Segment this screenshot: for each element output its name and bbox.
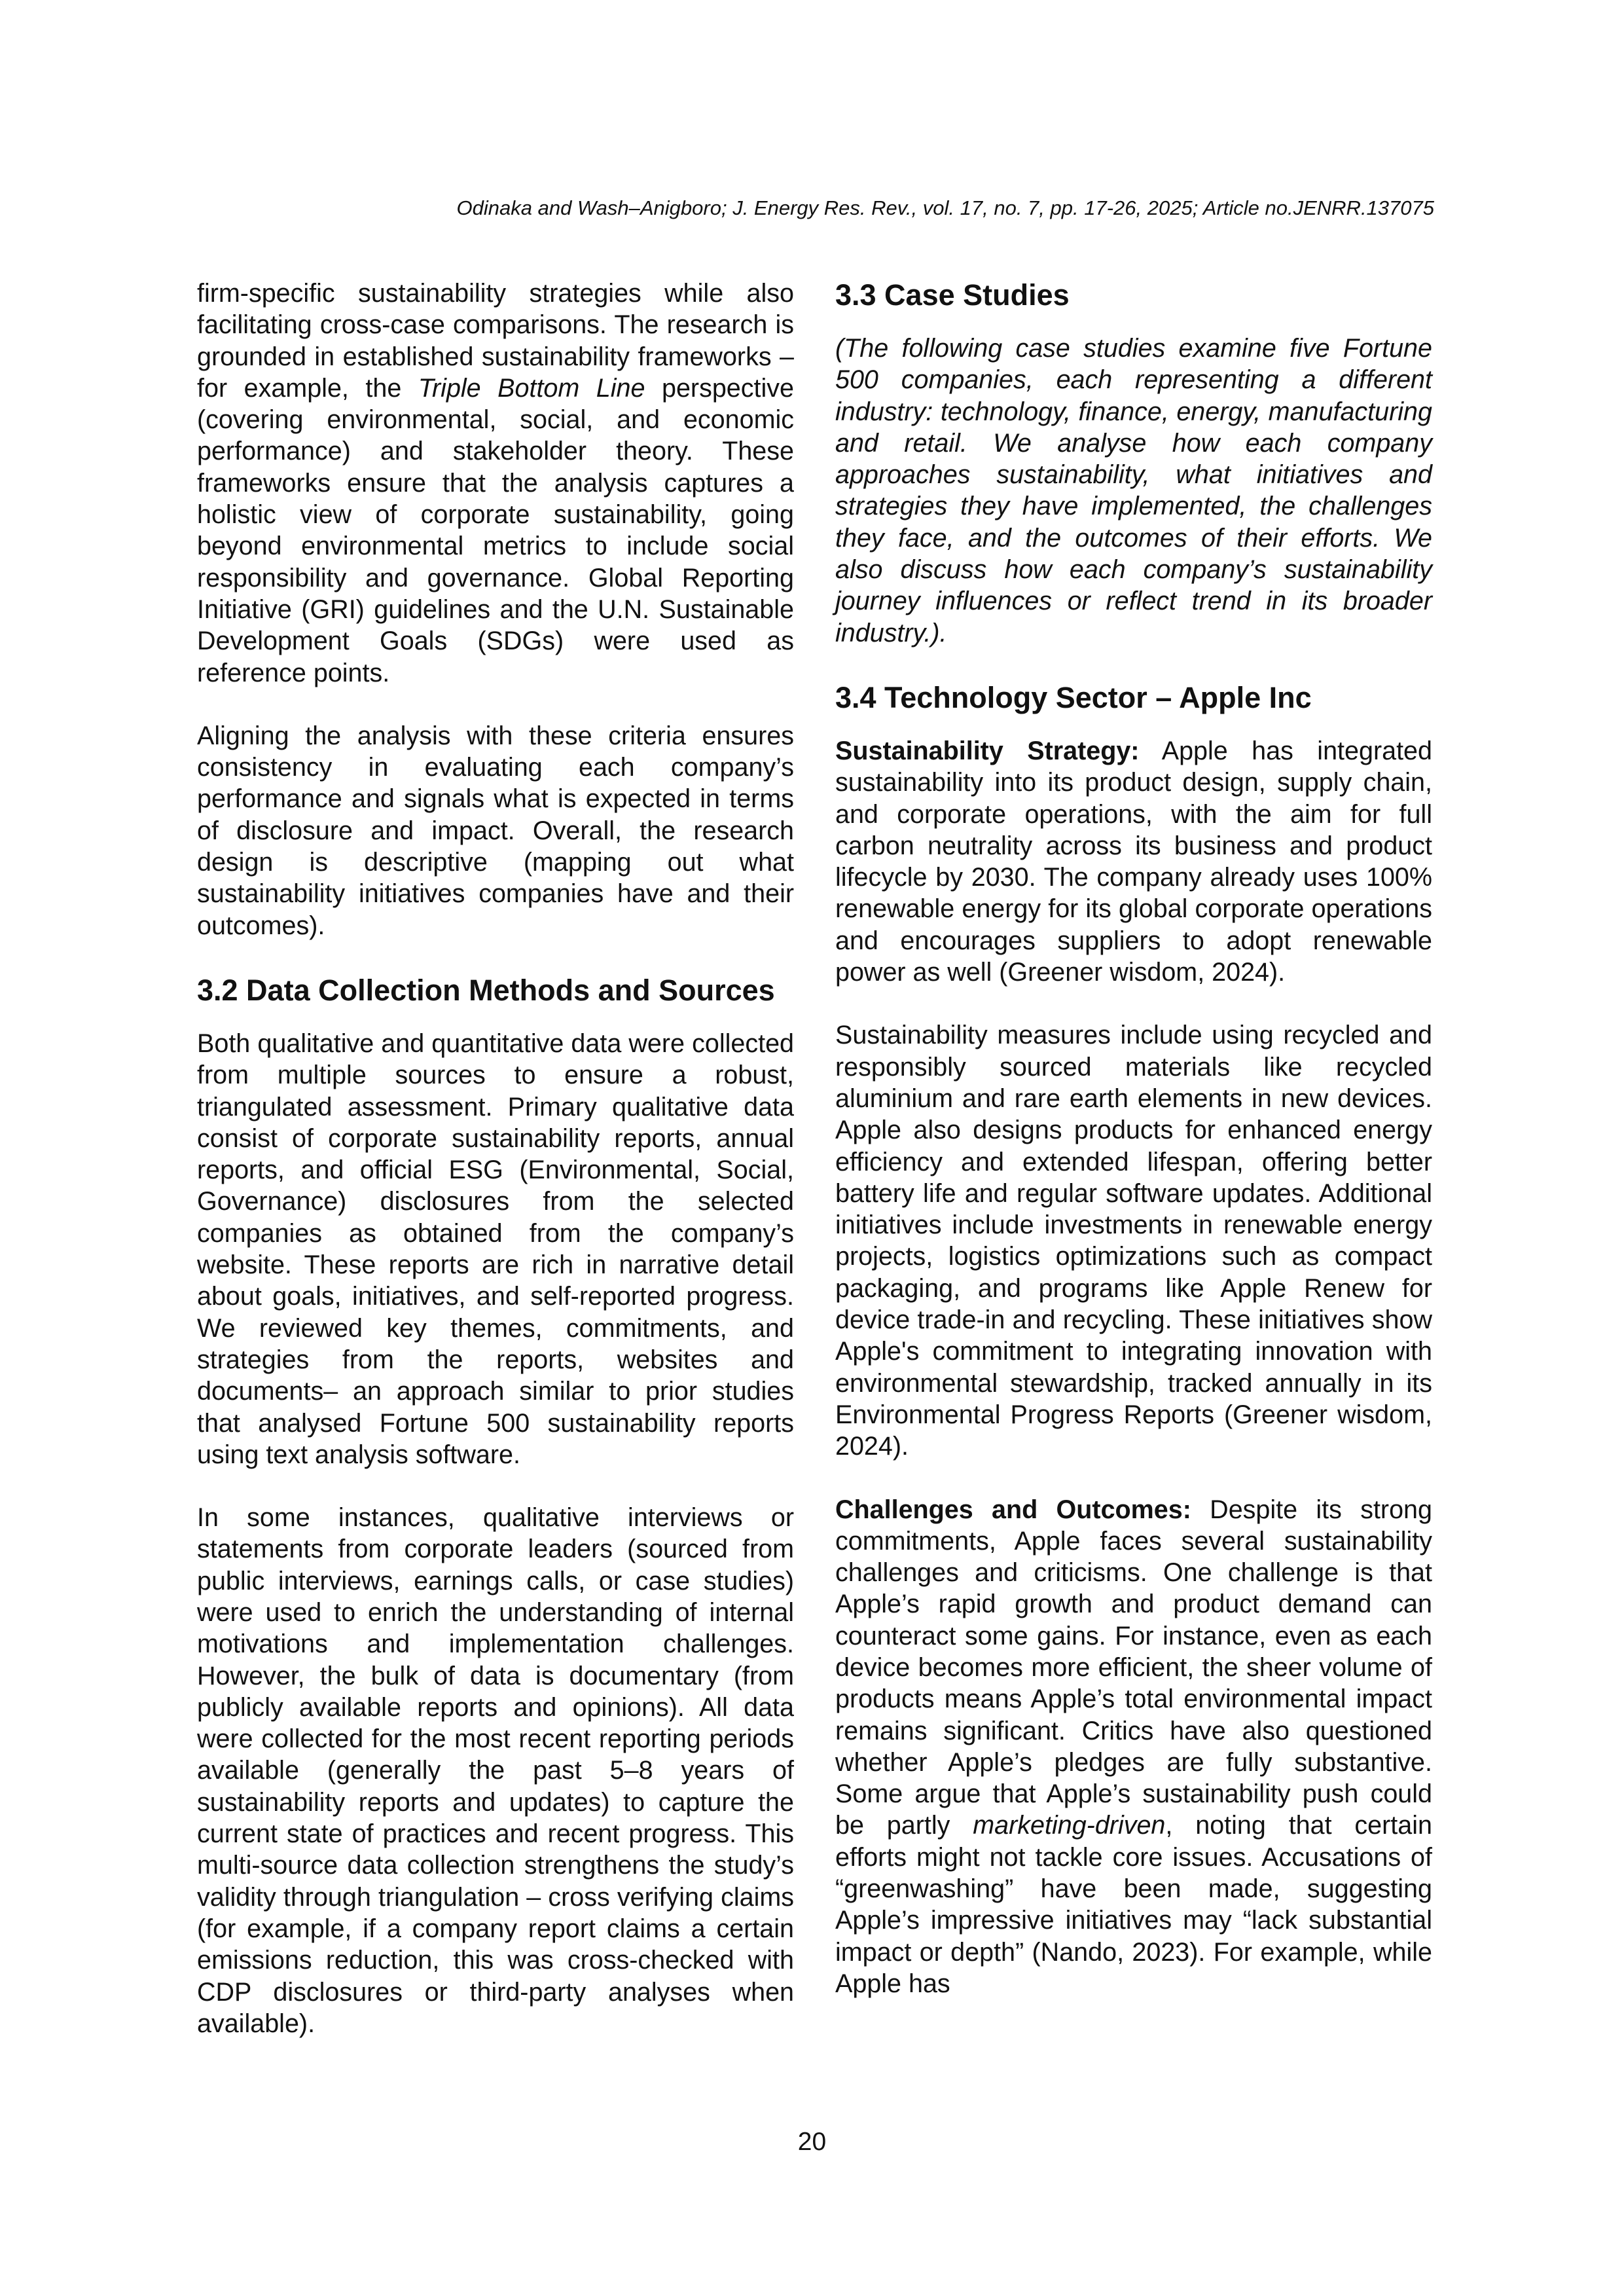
paragraph-interviews: In some instances, qualitative interviews or statements from corporate leaders (sourced from public interviews, earnings calls, or case studies) were used to enrich the understanding of internal motivations and implementation challenges. However, the bulk of data is documentary (from publicly available reports and opinions). All data were collected for the most recent reporting periods available (generally the past 5–8 years of sustainability reports and updates) to capture the current state of practices and recent progress. This multi-source data collection strengthens the study’s validity through triangulation – cross verifying claims (for example, if a company report claims a certain emissions reduction, this was cross-checked with CDP disclosures or third-party analyses when available). <box>197 1503 794 2038</box>
paragraph-text: Despite its strong commitments, Apple faces several sustainability challenges and criticisms. One challenge is that Apple’s rapid growth and product demand can counteract some gains. For instance, even as each device becomes more efficient, the sheer volume of products means Apple’s total environmental impact remains significant. Critics have also questioned whether Apple’s pledges are fully substantive. Some argue that Apple’s sustainability push could be partly <box>835 1495 1432 1840</box>
running-header: Odinaka and Wash–Anigboro; J. Energy Res. Rev., vol. 17, no. 7, pp. 17-26, 2025; Article no.JENRR.137075 <box>456 196 1434 219</box>
emphasis-triple-bottom-line: Triple Bottom Line <box>418 373 645 403</box>
left-column <box>197 278 794 2071</box>
run-in-label-strategy: Sustainability Strategy: <box>835 736 1140 765</box>
section-heading-3-3: 3.3 Case Studies <box>835 278 1070 312</box>
paragraph-aligning-analysis: Aligning the analysis with these criteria ensures consistency in evaluating each company’s performance and signals what is expected in terms of disclosure and impact. Overall, the research design is descriptive (mapping out what sustainability initiatives companies have and their outcomes). <box>197 721 794 940</box>
paragraph-text: firm-specific sustainability strategies while also facilitating cross-case comparisons. The research is grounded in established sustainability frameworks – for example, the <box>197 279 794 403</box>
paragraph-case-studies-intro: (The following case studies examine five Fortune 500 companies, each representing a different industry: technology, finance, energy, manufacturing and retail. We analyse how each company approaches sustainability, what initiatives and strategies they have implemented, the challenges they face, and the outcomes of their efforts. We also discuss how each company’s sustainability journey influences or reflect trend in its broader industry.). <box>835 334 1432 647</box>
run-in-label-challenges: Challenges and Outcomes: <box>835 1495 1191 1524</box>
paragraph-sustainability-measures: Sustainability measures include using recycled and responsibly sourced materials like recycled aluminium and rare earth elements in new devices. Apple also designs products for enhanced energy efficiency and extended lifespan, offering better battery life and regular software updates. Additional initiatives include investments in renewable energy projects, logistics optimizations such as compact packaging, and programs like Apple Renew for device trade-in and recycling. These initiatives show Apple's commitment to integrating innovation with environmental stewardship, tracked annually in its Environmental Progress Reports (Greener wisdom, 2024). <box>835 1021 1432 1461</box>
right-column <box>835 278 1432 2031</box>
paragraph-text: , noting that certain efforts might not tackle core issues. Accusations of “greenwashing” have been made, suggesting Apple’s impressive initiatives may “lack substantial impact or depth” (Nando, 2023). For example, while Apple has <box>835 1811 1432 1998</box>
emphasis-marketing-driven: marketing-driven <box>973 1811 1166 1840</box>
paragraph-sustainability-strategy <box>835 735 1432 988</box>
paragraph-research-frameworks <box>197 278 794 689</box>
paragraph-challenges-outcomes <box>835 1494 1432 2000</box>
paragraph-text: Apple has integrated sustainability into its product design, supply chain, and corporate operations, with the aim for full carbon neutrality across its business and product lifecycle by 2030. The company already uses 100% renewable energy for its global corporate operations and encourages suppliers to adopt renewable power as well (Greener wisdom, 2024). <box>835 736 1432 987</box>
section-heading-3-2: 3.2 Data Collection Methods and Sources <box>197 973 775 1007</box>
page-number: 20 <box>797 2128 827 2156</box>
paragraph-data-sources: Both qualitative and quantitative data were collected from multiple sources to ensure a robust, triangulated assessment. Primary qualitative data consist of corporate sustainability reports, annual reports, and official ESG (Environmental, Social, Governance) disclosures from the selected companies as obtained from the company’s website. These reports are rich in narrative detail about goals, initiatives, and self-reported progress. We reviewed key themes, commitments, and strategies from the reports, websites and documents– an approach similar to prior studies that analysed Fortune 500 sustainability reports using text analysis software. <box>197 1029 794 1469</box>
section-heading-3-4: 3.4 Technology Sector – Apple Inc <box>835 680 1312 714</box>
paragraph-text: perspective (covering environmental, social, and economic performance) and stakeholder theory. These frameworks ensure that the analysis captures a holistic view of corporate sustainability, going beyond environmental metrics to include social responsibility and governance. Global Reporting Initiative (GRI) guidelines and the U.N. Sustainable Development Goals (SDGs) were used as reference points. <box>197 373 794 687</box>
